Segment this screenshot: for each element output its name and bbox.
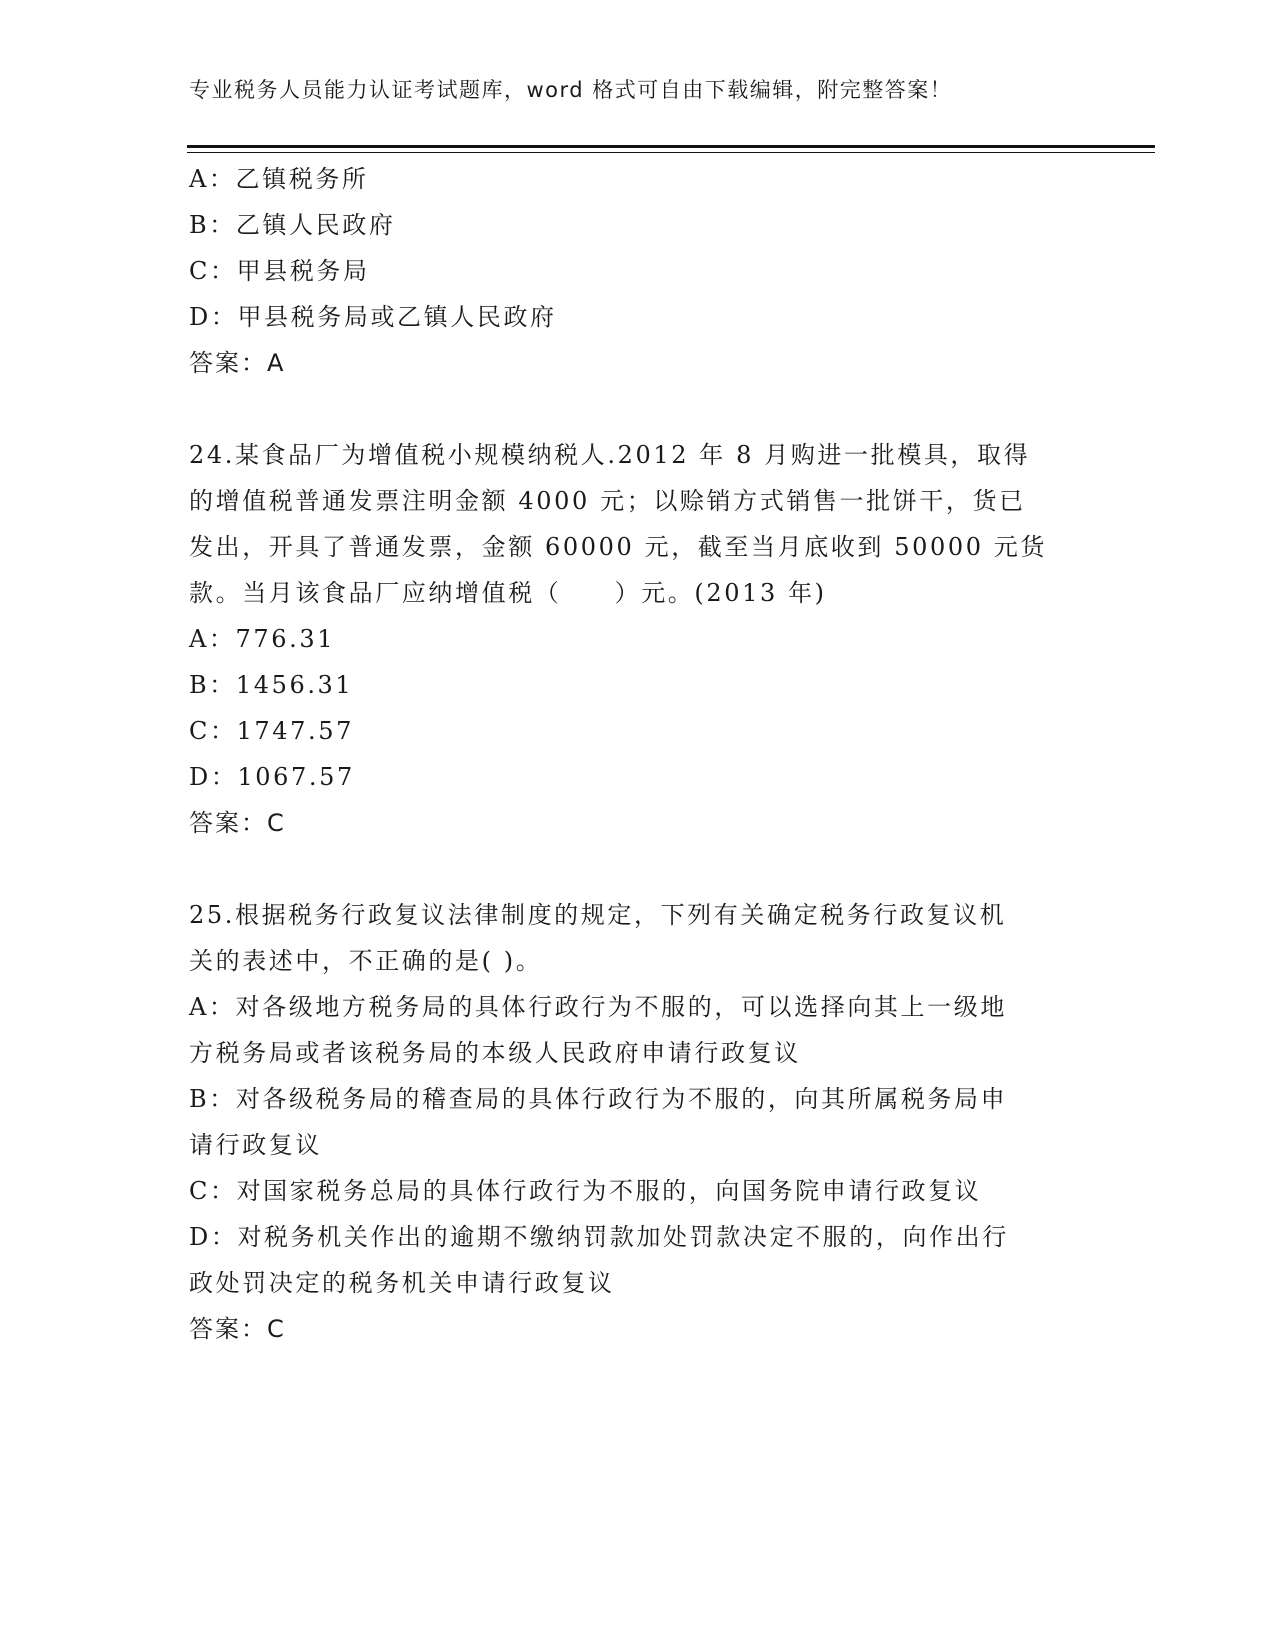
option-c [189,1168,1089,1214]
answer-24: 答案：C [189,809,286,837]
option-line: 方税务局或者该税务局的本级人民政府申请行政复议 [189,1039,801,1067]
option-b: B：乙镇人民政府 [189,211,396,239]
option-a: A：776.31 [189,625,336,653]
header-rule-thick [187,145,1155,148]
answer-23: 答案：A [189,349,286,377]
question-23-options [189,156,1089,340]
option-line: D：对税务机关作出的逾期不缴纳罚款加处罚款决定不服的，向作出行 [189,1223,1009,1251]
option-line: A：对各级地方税务局的具体行政行为不服的，可以选择向其上一级地 [189,993,1007,1021]
question-25-stem [189,892,1089,984]
question-content [189,156,1089,1352]
answer-25: 答案：C [189,1315,286,1343]
spacer [189,846,1089,892]
question-stem-line: 25.根据税务行政复议法律制度的规定，下列有关确定税务行政复议机 [189,901,1007,929]
option-a [189,984,1089,1076]
option-line: 政处罚决定的税务机关申请行政复议 [189,1269,615,1297]
question-stem-line: 24.某食品厂为增值税小规模纳税人.2012 年 8 月购进一批模具，取得 [189,441,1031,469]
question-25 [189,892,1089,1352]
question-stem-line: 款。当月该食品厂应纳增值税（ ）元。(2013 年) [189,579,827,607]
option-b [189,1076,1089,1168]
question-stem-line: 发出，开具了普通发票，金额 60000 元，截至当月底收到 50000 元货 [189,533,1048,561]
question-stem-line: 的增值税普通发票注明金额 4000 元；以赊销方式销售一批饼干，货已 [189,487,1026,515]
option-a: A：乙镇税务所 [189,165,369,193]
option-d: D：甲县税务局或乙镇人民政府 [189,303,557,331]
option-line: 请行政复议 [189,1131,322,1159]
question-24-stem [189,432,1089,616]
option-line: B：对各级税务局的稽查局的具体行政行为不服的，向其所属税务局申 [189,1085,1008,1113]
question-stem-line: 关的表述中，不正确的是( )。 [189,947,543,975]
option-c: C：甲县税务局 [189,257,370,285]
option-c: C：1747.57 [189,717,355,745]
spacer [189,386,1089,432]
option-d [189,1214,1089,1306]
page-header: 专业税务人员能力认证考试题库，word 格式可自由下载编辑，附完整答案！ [189,78,953,102]
option-b: B：1456.31 [189,671,354,699]
option-d: D：1067.57 [189,763,355,791]
question-24 [189,432,1089,846]
option-line: C：对国家税务总局的具体行政行为不服的，向国务院申请行政复议 [189,1177,982,1205]
header-rule-thin [187,152,1155,153]
